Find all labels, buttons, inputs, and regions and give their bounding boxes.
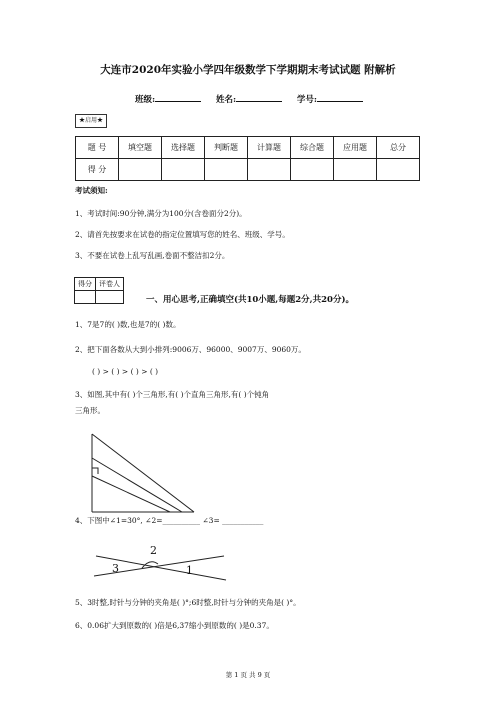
- header-cell: 题 号: [76, 137, 119, 159]
- id-label: 学号:: [296, 95, 318, 105]
- question-3-line1: 3、如图,其中有( )个三角形,有( )个直角三角形,有( )个钝角: [75, 390, 270, 399]
- header-cell: 判断题: [205, 137, 248, 159]
- right-angle-mark: [92, 468, 98, 474]
- section-1-title: 一、用心思考,正确填空(共10小题,每题2分,共20分)。: [146, 295, 354, 305]
- notice-item: 2、请首先按要求在试卷的指定位置填写您的姓名、班级、学号。: [75, 230, 290, 239]
- score-cell[interactable]: [334, 159, 377, 181]
- page-title: 大连市2020年实验小学四年级数学下学期期末考试试题 附解析: [100, 64, 396, 76]
- score-table-score-row: [76, 159, 420, 181]
- page-footer: 第 1 页 共 9 页: [225, 671, 271, 679]
- grader-score-cell[interactable]: [75, 291, 96, 304]
- grader-name-label: 评卷人: [96, 278, 124, 291]
- notice-item: 3、不要在试卷上乱写乱画,卷面不整洁扣2分。: [75, 251, 230, 260]
- grader-name-cell[interactable]: [96, 291, 124, 304]
- notice-heading: 考试须知:: [75, 186, 108, 195]
- header-cell: 总分: [377, 137, 420, 159]
- notice-item: 1、考试时间:90分钟,满分为100分(含卷面分2分)。: [75, 209, 247, 218]
- figure-hypotenuse: [92, 434, 194, 512]
- score-cell[interactable]: [248, 159, 291, 181]
- triangle-figure: [86, 428, 206, 520]
- header-cell: 选择题: [162, 137, 205, 159]
- question-3-line2: 三角形。: [75, 406, 105, 415]
- question-2-blanks: ( ) > ( ) > ( ) > ( ): [92, 367, 159, 376]
- class-label: 班级:: [135, 95, 156, 105]
- figure-inner-line-1: [92, 458, 182, 512]
- angle-figure: [90, 540, 230, 584]
- score-table-header-row: [76, 137, 420, 159]
- id-blank[interactable]: [317, 92, 363, 102]
- name-blank[interactable]: [236, 92, 282, 102]
- student-info-line: [135, 92, 363, 105]
- header-cell: 填空题: [119, 137, 162, 159]
- angle-label-1: 1: [186, 564, 193, 577]
- score-cell[interactable]: [119, 159, 162, 181]
- question-1: 1、7是7的( )数,也是7的( )数。: [75, 320, 181, 329]
- grader-box: [74, 277, 124, 304]
- header-cell: 计算题: [248, 137, 291, 159]
- score-table: [75, 136, 420, 181]
- angle-label-2: 2: [150, 544, 157, 557]
- score-cell[interactable]: [205, 159, 248, 181]
- secret-stamp: ★启用★: [75, 114, 107, 128]
- score-cell[interactable]: [162, 159, 205, 181]
- score-row-label: 得 分: [76, 159, 119, 181]
- angle-label-3: 3: [112, 562, 119, 575]
- question-4: 4、下图中∠1=30°, ∠2=__________ ∠3= ___________: [75, 516, 264, 525]
- header-cell: 综合题: [291, 137, 334, 159]
- header-cell: 应用题: [334, 137, 377, 159]
- question-6: 6、0.06扩大到原数的( )倍是6,37缩小到原数的( )是0.37。: [75, 621, 274, 630]
- question-2: 2、把下面各数从大到小排列:9006万、96000、9007万、9060万。: [75, 345, 306, 354]
- name-label: 姓名:: [215, 95, 237, 105]
- question-5: 5、3时整,时针与分钟的夹角是( )°;6时整,时针与分钟的夹角是( )°。: [75, 598, 301, 607]
- class-blank[interactable]: [155, 92, 201, 102]
- grader-score-label: 得分: [75, 278, 96, 291]
- score-cell[interactable]: [291, 159, 334, 181]
- score-cell[interactable]: [377, 159, 420, 181]
